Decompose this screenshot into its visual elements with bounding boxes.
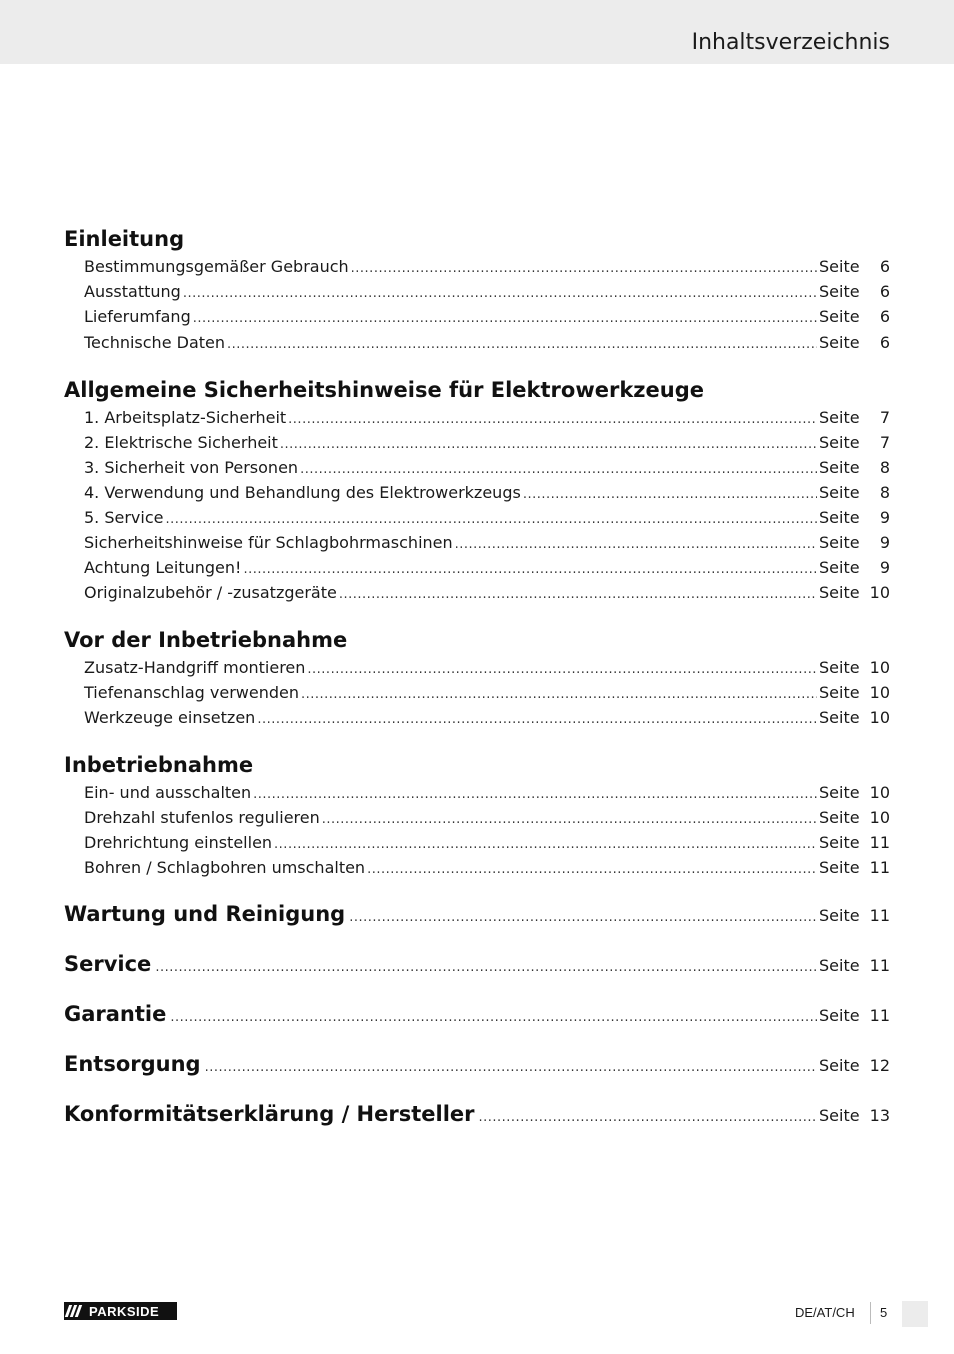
footer-tab-marker xyxy=(902,1301,928,1327)
toc-entry-label: Ein- und ausschalten xyxy=(84,783,252,802)
toc-entry-label: 5. Service xyxy=(84,508,164,527)
toc-entry-label: Bohren / Schlagbohren umschalten xyxy=(84,858,366,877)
page-number: 9 xyxy=(879,558,890,577)
toc-top-entry[interactable] xyxy=(64,1002,890,1030)
toc-entry-label: Technische Daten xyxy=(84,333,226,352)
toc-top-entry-label: Konformitätserklärung / Hersteller xyxy=(64,1102,475,1126)
dot-leader xyxy=(479,1110,818,1125)
page-number: 8 xyxy=(879,483,890,502)
dot-leader xyxy=(349,910,817,925)
toc-top-entry-label: Service xyxy=(64,952,152,976)
seite-label: Seite xyxy=(819,408,860,427)
seite-label: Seite xyxy=(819,508,860,527)
toc-top-entry[interactable] xyxy=(64,902,890,930)
dot-leader xyxy=(322,809,817,831)
section-heading-vor-der-inbetriebnahme: Vor der Inbetriebnahme xyxy=(64,628,348,652)
toc-entry[interactable] xyxy=(84,507,890,529)
seite-label: Seite xyxy=(819,1006,860,1025)
dot-leader xyxy=(183,283,817,305)
toc-entry[interactable] xyxy=(84,457,890,479)
dot-leader xyxy=(280,434,817,456)
section-heading-inbetriebnahme: Inbetriebnahme xyxy=(64,753,254,777)
toc-top-entry-label: Garantie xyxy=(64,1002,167,1026)
toc-entry[interactable] xyxy=(84,657,890,679)
seite-label: Seite xyxy=(819,858,860,877)
toc-entry[interactable] xyxy=(84,807,890,829)
page-number: 7 xyxy=(879,408,890,427)
dot-leader xyxy=(170,1010,817,1025)
page-number: 7 xyxy=(879,433,890,452)
seite-label: Seite xyxy=(819,808,860,827)
dot-leader xyxy=(155,960,817,975)
page-number: 13 xyxy=(869,1106,890,1125)
page-title: Inhaltsverzeichnis xyxy=(691,30,890,55)
section-heading-einleitung: Einleitung xyxy=(64,227,185,251)
page-number: 12 xyxy=(869,1056,890,1075)
toc-entry-label: Tiefenanschlag verwenden xyxy=(84,683,299,702)
dot-leader xyxy=(367,859,817,881)
page-number: 6 xyxy=(879,333,890,352)
toc-entry-label: 3. Sicherheit von Personen xyxy=(84,458,299,477)
seite-label: Seite xyxy=(819,1106,860,1125)
page-number: 10 xyxy=(869,683,890,702)
page-number: 9 xyxy=(879,533,890,552)
toc-entry-label: 2. Elektrische Sicherheit xyxy=(84,433,278,452)
seite-label: Seite xyxy=(819,708,860,727)
dot-leader xyxy=(301,684,817,706)
page-number: 9 xyxy=(879,508,890,527)
seite-label: Seite xyxy=(819,307,860,326)
seite-label: Seite xyxy=(819,833,860,852)
seite-label: Seite xyxy=(819,533,860,552)
toc-entry-label: Lieferumfang xyxy=(84,307,191,326)
page-number: 11 xyxy=(869,906,890,925)
dot-leader xyxy=(193,308,817,330)
page-number: 11 xyxy=(869,833,890,852)
toc-entry[interactable] xyxy=(84,407,890,429)
toc-top-entry[interactable] xyxy=(64,1052,890,1080)
footer-locale: DE/AT/CH xyxy=(795,1305,855,1320)
page-number: 11 xyxy=(869,1006,890,1025)
footer-page-number: 5 xyxy=(880,1305,888,1320)
footer-divider xyxy=(870,1302,871,1324)
page-number: 6 xyxy=(879,257,890,276)
section-heading-sicherheitshinweise: Allgemeine Sicherheitshinweise für Elektrowerkzeuge xyxy=(64,378,704,402)
toc-top-entry[interactable] xyxy=(64,1102,890,1130)
toc-entry-label: Sicherheitshinweise für Schlagbohrmaschinen xyxy=(84,533,453,552)
seite-label: Seite xyxy=(819,1056,860,1075)
dot-leader xyxy=(300,459,817,481)
seite-label: Seite xyxy=(819,956,860,975)
toc-entry[interactable] xyxy=(84,832,890,854)
toc-entry-label: 4. Verwendung und Behandlung des Elektrowerkzeugs xyxy=(84,483,521,502)
toc-entry-label: Drehzahl stufenlos regulieren xyxy=(84,808,320,827)
page-number: 10 xyxy=(869,808,890,827)
seite-label: Seite xyxy=(819,558,860,577)
toc-entry[interactable] xyxy=(84,782,890,804)
dot-leader xyxy=(165,509,817,531)
seite-label: Seite xyxy=(819,333,860,352)
dot-leader xyxy=(257,709,817,731)
toc-entry[interactable] xyxy=(84,281,890,303)
seite-label: Seite xyxy=(819,783,860,802)
toc-entry[interactable] xyxy=(84,256,890,278)
toc-entry-label: Bestimmungsgemäßer Gebrauch xyxy=(84,257,349,276)
dot-leader xyxy=(288,409,817,431)
seite-label: Seite xyxy=(819,483,860,502)
page-number: 6 xyxy=(879,282,890,301)
page-number: 11 xyxy=(869,858,890,877)
dot-leader xyxy=(351,258,817,280)
logo-wordmark: PARKSIDE xyxy=(89,1303,160,1319)
toc-entry[interactable] xyxy=(84,707,890,729)
toc-entry-label: Ausstattung xyxy=(84,282,181,301)
toc-top-entry-label: Wartung und Reinigung xyxy=(64,902,346,926)
toc-entry-label: Drehrichtung einstellen xyxy=(84,833,273,852)
toc-entry[interactable] xyxy=(84,432,890,454)
page-number: 8 xyxy=(879,458,890,477)
dot-leader xyxy=(274,834,817,856)
toc-entry[interactable] xyxy=(84,306,890,328)
logo-stripes-icon xyxy=(64,1302,89,1320)
dot-leader xyxy=(307,659,817,681)
dot-leader xyxy=(339,584,817,606)
page-number: 11 xyxy=(869,956,890,975)
toc-entry-label: Originalzubehör / -zusatzgeräte xyxy=(84,583,337,602)
dot-leader xyxy=(523,484,817,506)
toc-entry[interactable] xyxy=(84,482,890,504)
seite-label: Seite xyxy=(819,583,860,602)
toc-entry-label: 1. Arbeitsplatz-Sicherheit xyxy=(84,408,287,427)
seite-label: Seite xyxy=(819,282,860,301)
dot-leader xyxy=(227,334,817,356)
toc-entry[interactable] xyxy=(84,532,890,554)
toc-entry[interactable] xyxy=(84,557,890,579)
toc-top-entry[interactable] xyxy=(64,952,890,980)
seite-label: Seite xyxy=(819,433,860,452)
page-number: 10 xyxy=(869,583,890,602)
toc-entry[interactable] xyxy=(84,332,890,354)
page-number: 10 xyxy=(869,658,890,677)
seite-label: Seite xyxy=(819,683,860,702)
page-number: 10 xyxy=(869,708,890,727)
toc-entry[interactable] xyxy=(84,857,890,879)
dot-leader xyxy=(205,1060,817,1075)
page-number: 6 xyxy=(879,307,890,326)
seite-label: Seite xyxy=(819,658,860,677)
toc-entry-label: Achtung Leitungen! xyxy=(84,558,242,577)
toc-entry[interactable] xyxy=(84,582,890,604)
seite-label: Seite xyxy=(819,906,860,925)
toc-entry[interactable] xyxy=(84,682,890,704)
seite-label: Seite xyxy=(819,257,860,276)
toc-entry-label: Zusatz-Handgriff montieren xyxy=(84,658,306,677)
seite-label: Seite xyxy=(819,458,860,477)
parkside-logo xyxy=(64,1302,177,1320)
dot-leader xyxy=(455,534,817,556)
dot-leader xyxy=(243,559,817,581)
toc-top-entry-label: Entsorgung xyxy=(64,1052,201,1076)
toc-entry-label: Werkzeuge einsetzen xyxy=(84,708,256,727)
page-number: 10 xyxy=(869,783,890,802)
dot-leader xyxy=(253,784,817,806)
